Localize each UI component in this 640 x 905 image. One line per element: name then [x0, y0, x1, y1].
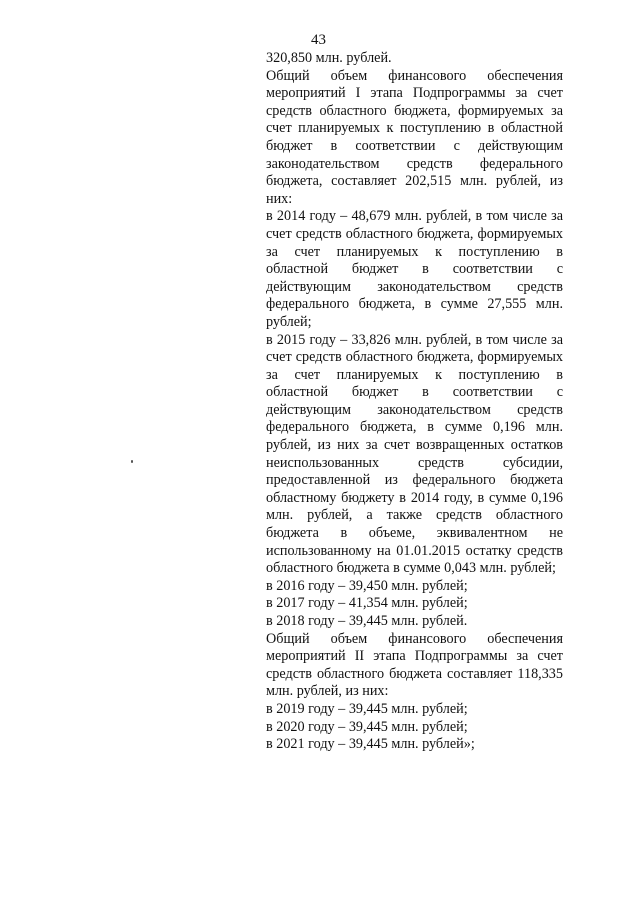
paragraph-stage-2-total: Общий объем финансового обеспечения мероприятий II этапа Подпрограммы за счет средств областного бюджета составляет 118,335 млн. рублей, из них:: [266, 630, 563, 700]
document-body: [266, 50, 563, 754]
paragraph-total-carryover: 320,850 млн. рублей.: [266, 50, 392, 66]
paragraph-2015: в 2015 году – 33,826 млн. рублей, в том числе за счет средств областного бюджета, формируемых за счет планируемых к поступлению в областной бюджет в соответствии с действующим законодательством средств федерального бюджета, в сумме 0,196 млн. рублей, из них за счет возвращенных остатков неиспользованных средств субсидии, предоставленной из федерального бюджета областному бюджету в 2014 году, в сумме 0,196 млн. рублей, а также средств областного бюджета в объеме, эквивалентном не использованному на 01.01.2015 остатку средств областного бюджета в сумме 0,043 млн. рублей;: [266, 331, 563, 577]
paragraph-2019: в 2019 году – 39,445 млн. рублей;: [266, 700, 468, 717]
paragraph-2014: в 2014 году – 48,679 млн. рублей, в том числе за счет средств областного бюджета, формируемых за счет планируемых к поступлению в областной бюджет в соответствии с действующим законодательством средств федерального бюджета, в сумме 27,555 млн. рублей;: [266, 208, 563, 330]
paragraph-2020: в 2020 году – 39,445 млн. рублей;: [266, 718, 468, 735]
paragraph-2016: в 2016 году – 39,450 млн. рублей;: [266, 577, 468, 594]
paragraph-2018: в 2018 году – 39,445 млн. рублей.: [266, 613, 468, 629]
paragraph-2021: в 2021 году – 39,445 млн. рублей»;: [266, 736, 475, 753]
scan-speck: [131, 460, 133, 463]
paragraph-stage-1-total: Общий объем финансового обеспечения мероприятий I этапа Подпрограммы за счет средств областного бюджета, формируемых за счет планируемых к поступлению в областной бюджет в соответствии с действующим законодательством средств федерального бюджета, составляет 202,515 млн. рублей, из них:: [266, 67, 563, 207]
paragraph-2017: в 2017 году – 41,354 млн. рублей;: [266, 595, 468, 612]
page-number: 43: [311, 32, 326, 48]
